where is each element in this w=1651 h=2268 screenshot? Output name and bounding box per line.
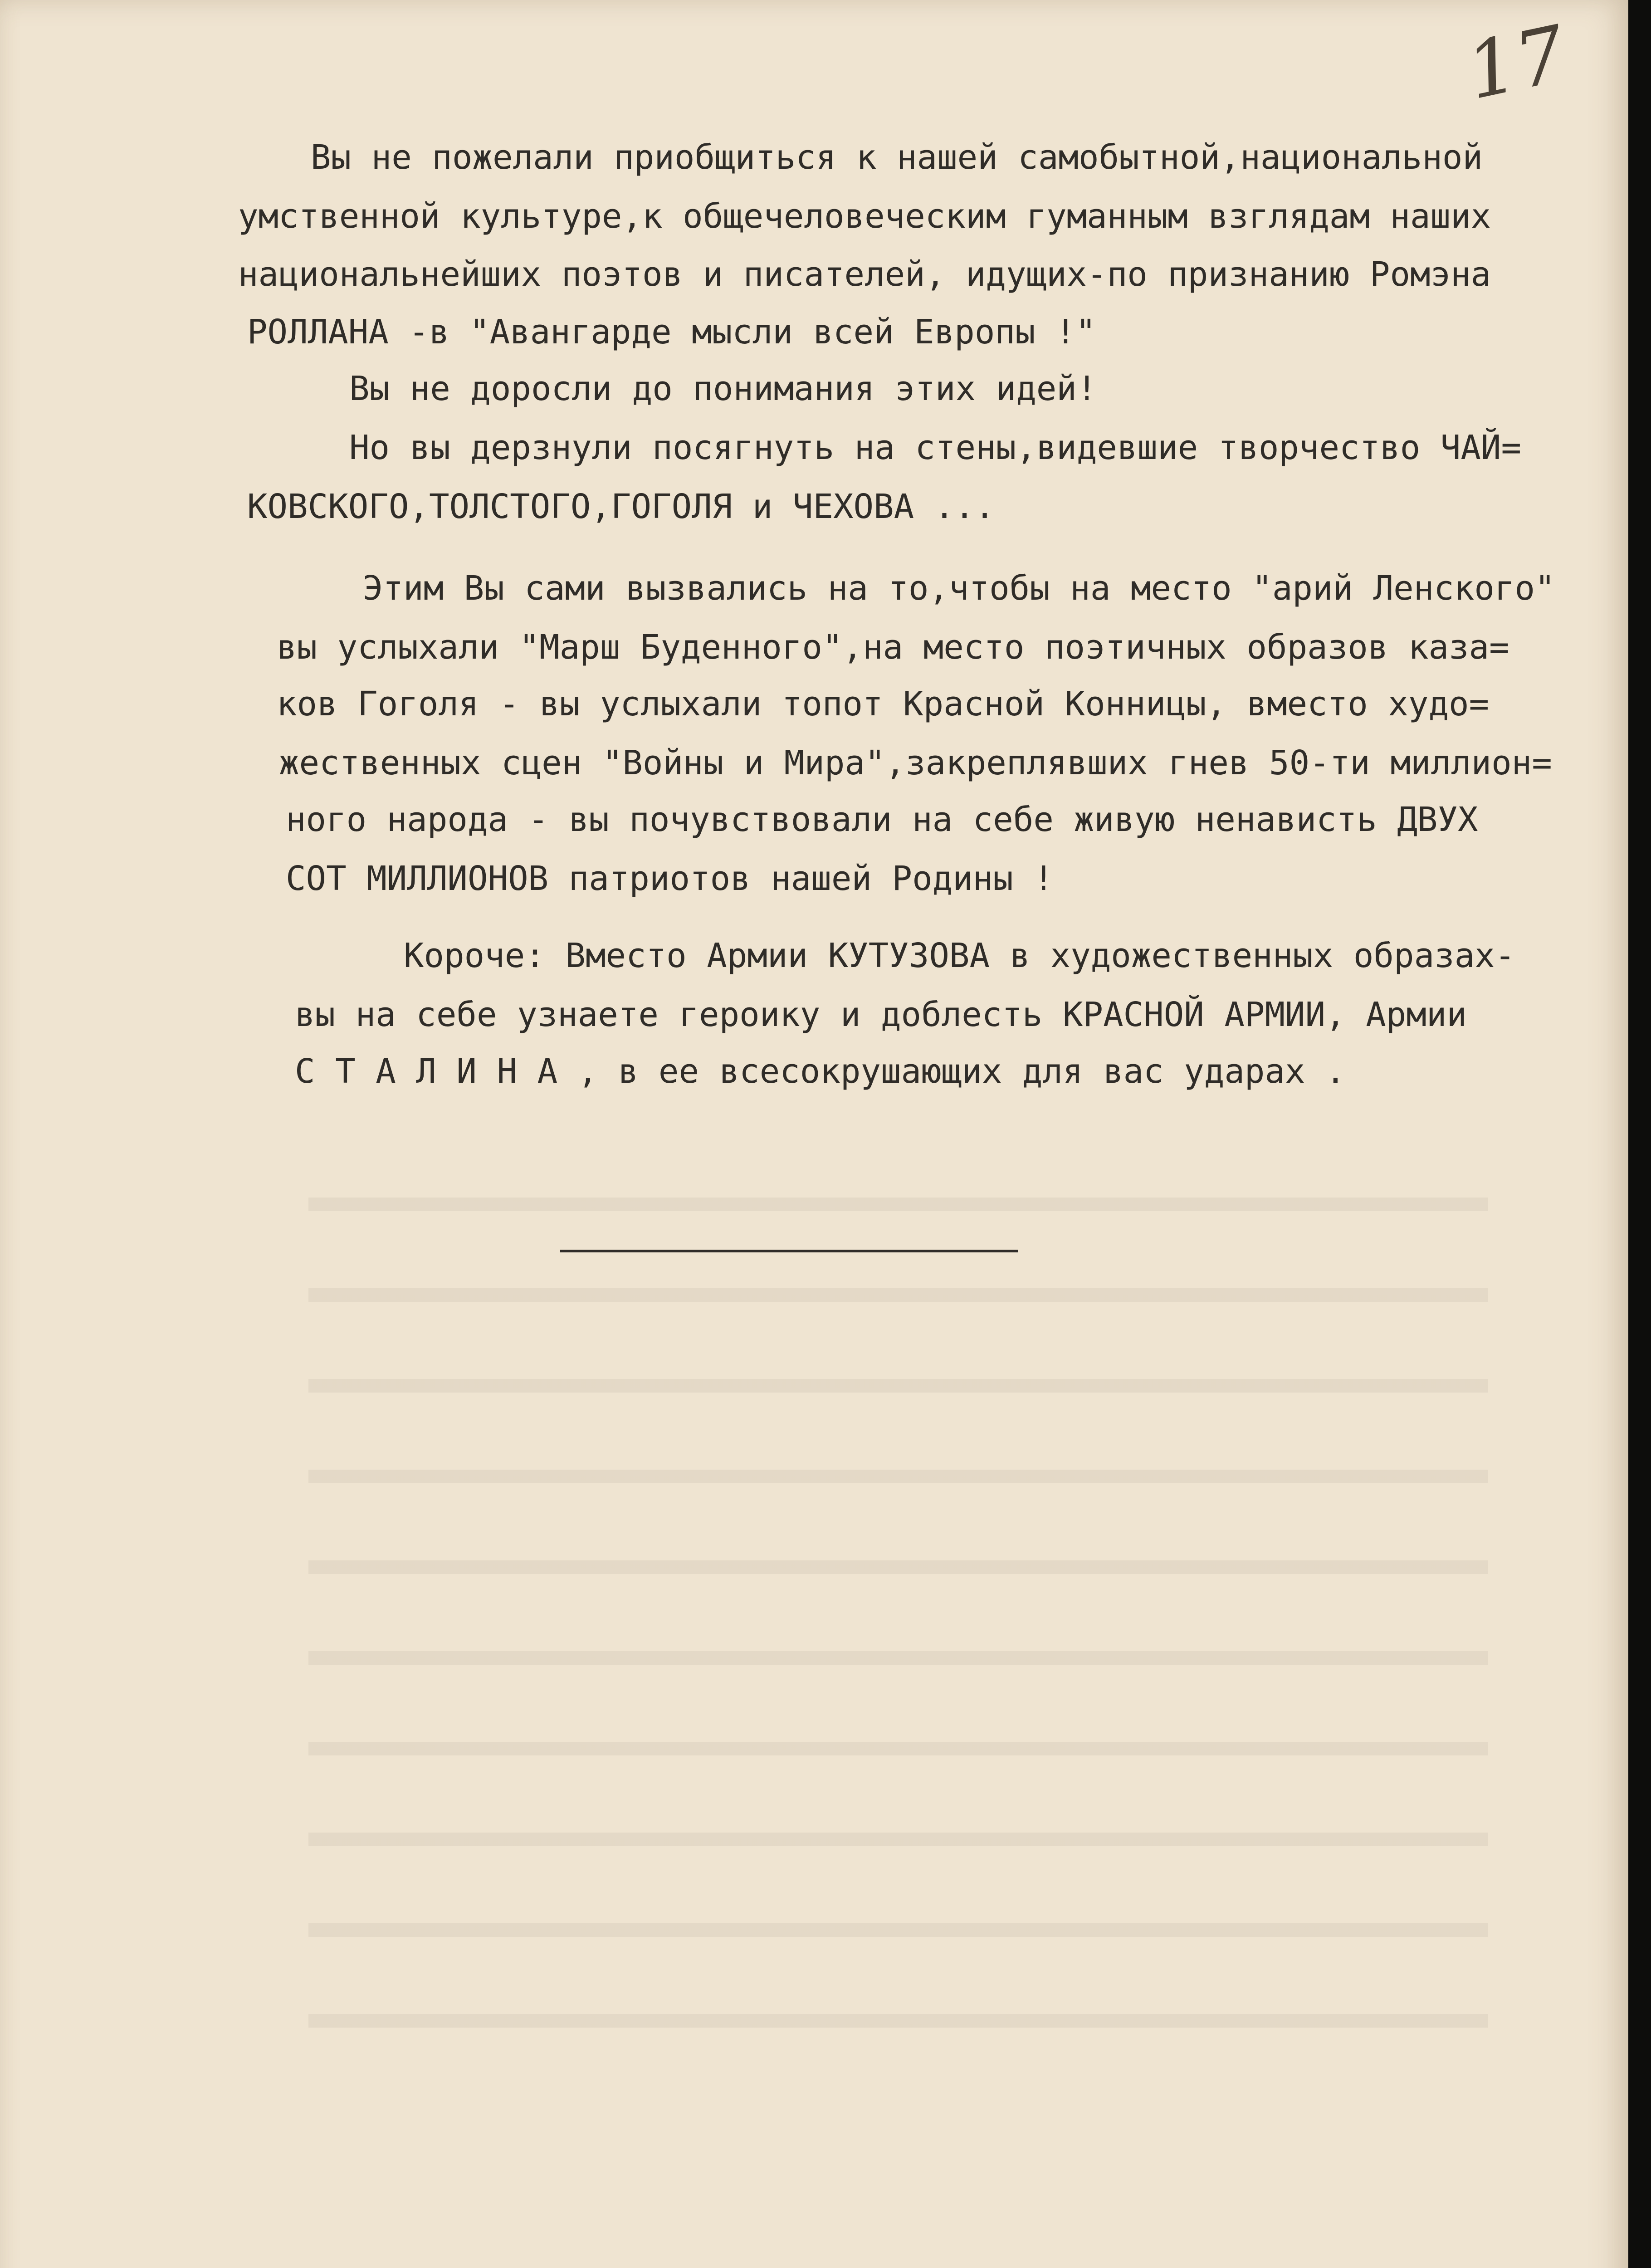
text-line: Вы не доросли до понимания этих идей! xyxy=(349,369,1097,408)
text-line: КОВСКОГО,ТОЛСТОГО,ГОГОЛЯ и ЧЕХОВА ... xyxy=(247,487,995,526)
text-line: Этим Вы сами вызвались на то,чтобы на место "арий Ленского" xyxy=(363,569,1555,608)
text-line: Но вы дерзнули посягнуть на стены,видевшие творчество ЧАЙ= xyxy=(349,428,1522,467)
text-line: Короче: Вместо Армии КУТУЗОВА в художественных образах- xyxy=(404,936,1515,975)
text-line: Вы не пожелали приобщиться к нашей самобытной,национальной xyxy=(311,138,1483,177)
text-line: ков Гоголя - вы услыхали топот Красной Конницы, вместо худо= xyxy=(277,684,1490,723)
page-folio-number: 17 xyxy=(1459,9,1574,117)
text-line: ного народа - вы почувствовали на себе живую ненависть ДВУХ xyxy=(286,800,1478,839)
closing-rule xyxy=(560,1250,1018,1252)
text-line: вы услыхали "Марш Буденного",на место поэтичных образов каза= xyxy=(277,628,1509,667)
text-line: С Т А Л И Н А , в ее всесокрушающих для вас ударах . xyxy=(295,1052,1346,1091)
text-line: вы на себе узнаете героику и доблесть КРАСНОЙ АРМИИ, Армии xyxy=(295,995,1467,1034)
text-line: национальнейших поэтов и писателей, идущих-по признанию Ромэна xyxy=(238,255,1491,294)
text-line: жественных сцен "Войны и Мира",закреплявших гнев 50-ти миллион= xyxy=(279,743,1552,782)
bleed-through-text xyxy=(308,1161,1488,2068)
text-line: СОТ МИЛЛИОНОВ патриотов нашей Родины ! xyxy=(286,859,1054,898)
text-line: РОЛЛАНА -в "Авангарде мысли всей Европы !" xyxy=(247,313,1096,352)
text-line: умственной культуре,к общечеловеческим гуманным взглядам наших xyxy=(238,197,1491,236)
